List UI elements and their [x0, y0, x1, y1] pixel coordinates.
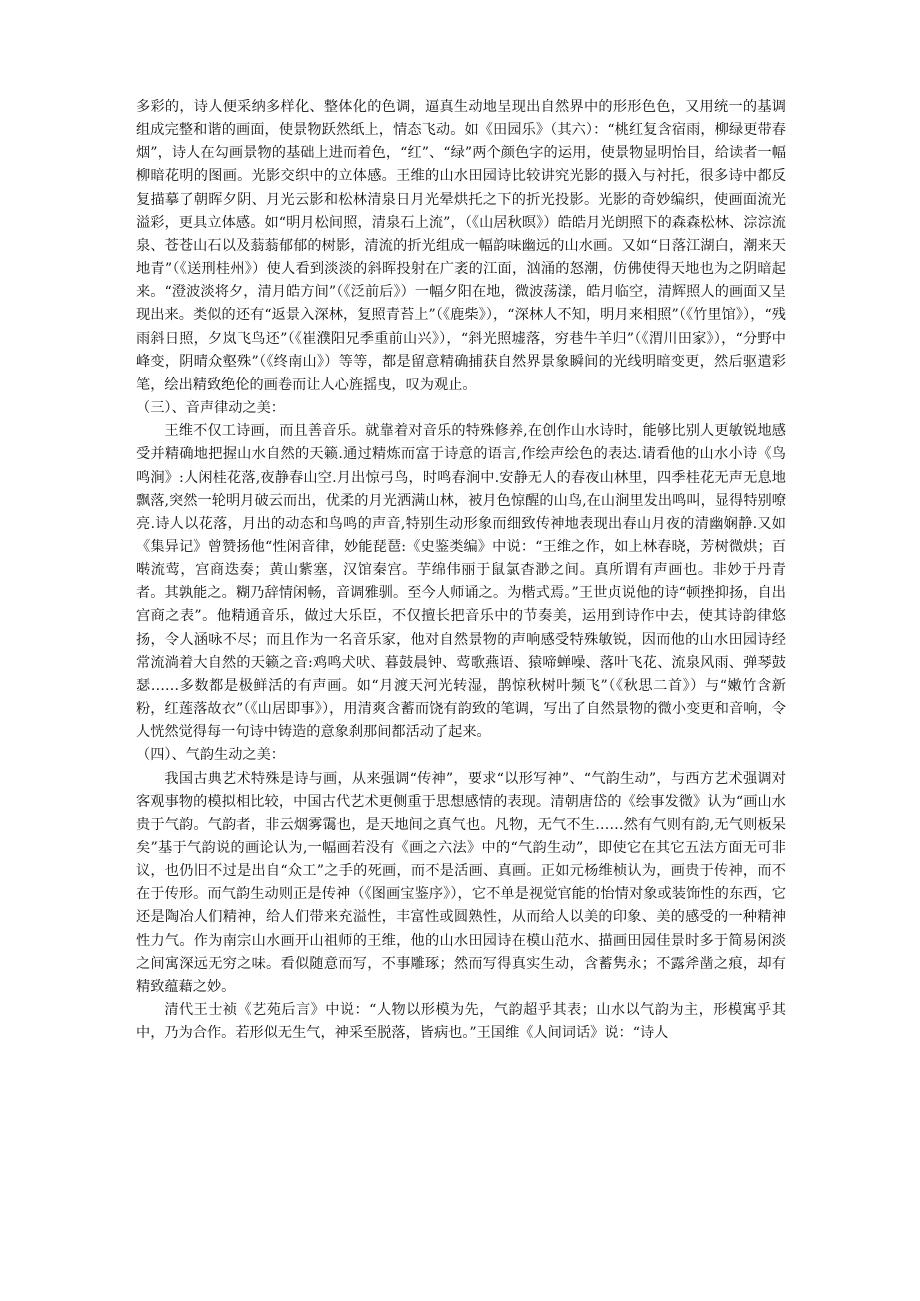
- section-heading-sound-rhythm: （三）、音声律动之美：: [136, 400, 285, 417]
- paragraph-color-and-light: 多彩的，诗人便采纳多样化、整体化的色调，逼真生动地呈现出自然界中的形形色色，又用统一的基调组成完整和谐的画面，使景物跃然纸上，情态飞动。如《田园乐》（其六）：“桃红复含宿雨，柳绿更带春烟”，诗人在勾画景物的基础上进而着色，“红”、“绿”两个颜色字的运用，使景物显明怡目，给读者一幅柳暗花明的图画。光影交织中的立体感。王维的山水田园诗比较讲究光影的摄入与衬托，很多诗中都反复描摹了朝晖夕阴、月光云影和松林清泉日月光晕烘托之下的折光投影。光影的奇妙编织，使画面流光溢彩，更具立体感。如“明月松间照，清泉石上流”，（《山居秋暝》）皓皓月光朗照下的森森松林、淙淙流泉、苍苍山石以及蓊蓊郁郁的树影，清流的折光组成一幅韵味幽远的山水画。又如“日落江湖白，潮来天地青”（《送刑桂州》）使人看到淡淡的斜晖投射在广袤的江面，汹涌的怒潮，仿佛使得天地也为之阴暗起来。“澄波淡将夕，清月皓方间”（《泛前后》）一幅夕阳在地，微波荡漾，皓月临空，清辉照人的画面又呈现出来。类似的还有“返景入深林，复照青苔上”（《鹿柴》），“深林人不知，明月来相照”（《竹里馆》），“残雨斜日照，夕岚飞鸟还”（《崔濮阳兄季重前山兴》），“斜光照墟落，穷巷牛羊归”（《渭川田家》），“分野中峰变，阴晴众壑殊”（《终南山》）等等，都是留意精确捕获自然界景象瞬间的光线明暗变更，然后驱遣彩笔，绘出精致绝伦的画卷而让人心旌摇曳，叹为观止。: [136, 99, 786, 393]
- paragraph-qiyun: 我国古典艺术特殊是诗与画，从来强调“传神”，要求“以形写神”、“气韵生动”，与西方艺术强调对客观事物的模拟相比较，中国古代艺术更侧重于思想感情的表现。清朝唐岱的《绘事发微》认为“画山水贵于气韵。气韵者，非云烟雾霭也，是天地间之真气也。凡物，无气不生……然有气则有韵,无气则板呆矣”基于气韵说的画论认为,一幅画若没有《画之六法》中的“气韵生动”，即使它在其它五法方面无可非议，也仍旧不过是出自“众工”之手的死画，而不是活画、真画。正如元杨维桢认为，画贵于传神，而不在于传形。而气韵生动则正是传神（《图画宝鉴序》），它不单是视觉官能的怡情对象或装饰性的东西，它还是陶冶人们精神，给人们带来充溢性，丰富性或圆熟性，从而给人以美的印象、美的感受的一种精神性力气。作为南宗山水画开山祖师的王维，他的山水田园诗在模山范水、描画田园佳景时多于简易闲淡之间寓深远无穷之味。看似随意而写，不事雕琢；然而写得真实生动，含蓄隽永；不露斧凿之痕，却有精致蕴藉之妙。: [136, 770, 786, 995]
- paragraph-music: 王维不仅工诗画，而且善音乐。就靠着对音乐的特殊修养,在创作山水诗时，能够比别人更敏锐地感受并精确地把握山水自然的天籁.通过精炼而富于诗意的语言,作绘声绘色的表达.请看他的山水小诗《鸟鸣涧》:人闲桂花落,夜静春山空.月出惊弓鸟，时鸣春涧中.安静无人的春夜山林里，四季桂花无声无息地飘落,突然一轮明月破云而出，优柔的月光洒满山林，被月色惊醒的山鸟,在山涧里发出鸣叫，显得特别嘹亮.诗人以花落，月出的动态和鸟鸣的声音,特别生动形象而细致传神地表现出春山月夜的清幽娴静.又如《集异记》曾赞扬他“性闲音律，妙能琵琶:《史鉴类编》中说：“王维之作，如上林春晓，芳树微烘；百啭流莺，宫商迭奏；黄山紫塞，汉馆秦宫。芋绵伟丽于鼠氯杳渺之间。真所谓有声画也。非妙于丹青者。其孰能之。糊乃辞情闲畅，音调雅驯。至今人师诵之。为楷式焉。”王世贞说他的诗“顿挫抑扬，自出宫商之表”。他精通音乐，做过大乐臣，不仅擅长把音乐中的节奏美，运用到诗作中去，使其诗韵律悠扬，令人涵咏不尽；而且作为一名音乐家，他对自然景物的声响感受特殊敏锐，因而他的山水田园诗经常流淌着大自然的天籁之音:鸡鸣犬吠、暮鼓晨钟、莺歌燕语、猿啼蝉噪、落叶飞花、流泉风雨、弹琴鼓瑟……多数都是极鲜活的有声画。如“月渡天河光转湿，鹊惊秋树叶频飞”（《秋思二首》）与“嫩竹含新粉，红莲落故衣”（《山居即事》），用清爽含蓄而饶有韵致的笔调，写出了自然景物的微小变更和音响，令人恍然觉得每一句诗中铸造的意象刹那间都活动了起来。: [136, 423, 786, 741]
- paragraph-quotes: 清代王士祯《艺苑后言》中说：“人物以形模为先，气韵超乎其表；山水以气韵为主，形模寓乎其中，乃为合作。若形似无生气，神采至脱落，皆病也。”王国维《人间词话》说：“诗人: [136, 1002, 786, 1042]
- document-page: [136, 96, 786, 1045]
- section-heading-qiyun: （四）、气韵生动之美：: [136, 747, 285, 764]
